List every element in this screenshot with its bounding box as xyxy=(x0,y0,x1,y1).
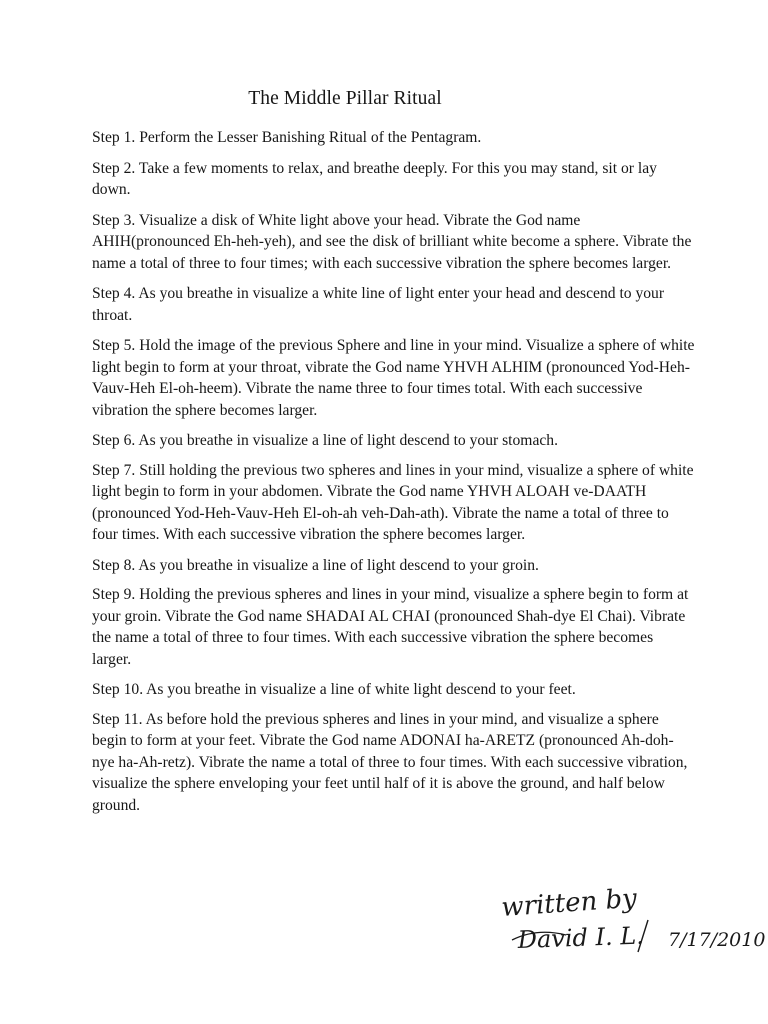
signature-graphic xyxy=(488,880,768,970)
step-2: Step 2. Take a few moments to relax, and breathe deeply. For this you may stand, sit or lay down. xyxy=(92,159,657,198)
step-3: Step 3. Visualize a disk of White light above your head. Vibrate the God name AHIH(pronounced Eh-heh-yeh), and see the disk of brilliant white become a sphere. Vibrate the name a total of three to four times; with each successive vibration the sphere becomes larger. xyxy=(92,211,692,272)
step-7: Step 7. Still holding the previous two spheres and lines in your mind, visualize a sphere of white light begin to form in your abdomen. Vibrate the God name YHVH ALOAH ve-DAATH (pronounced Yod-Heh-Vauv-Heh El-oh-ah veh-Dah-ath). Vibrate the name a total of three to four times. With each successive vibration the sphere becomes larger. xyxy=(92,461,694,543)
handwritten-signature xyxy=(488,880,768,970)
step-11: Step 11. As before hold the previous spheres and lines in your mind, and visualize a sphere begin to form at your feet. Vibrate the God name ADONAI ha-ARETZ (pronounced Ah-doh-nye ha-Ah-retz). Vibrate the name a total of three to four times. With each successive vibration, visualize the sphere enveloping your feet until half of it is above the ground, and half below ground. xyxy=(92,710,688,814)
step-5: Step 5. Hold the image of the previous Sphere and line in your mind. Visualize a sphere of white light begin to form at your throat, vibrate the God name YHVH ALHIM (pronounced Yod-Heh-Vauv-Heh El-oh-heem). Vibrate the name three to four times total. With each successive vibration the sphere becomes larger. xyxy=(92,337,695,419)
signature-name: David I. L. xyxy=(517,921,645,954)
steps-list xyxy=(92,127,696,825)
signature-written-by: written by xyxy=(500,883,638,923)
document-title: The Middle Pillar Ritual xyxy=(248,88,442,109)
signature-date: 7/17/2010 xyxy=(668,929,766,951)
step-6: Step 6. As you breathe in visualize a line of light descend to your stomach. xyxy=(92,432,558,449)
step-1: Step 1. Perform the Lesser Banishing Ritual of the Pentagram. xyxy=(92,129,482,146)
step-8: Step 8. As you breathe in visualize a line of light descend to your groin. xyxy=(92,556,539,574)
step-4: Step 4. As you breathe in visualize a white line of light enter your head and descend to your throat. xyxy=(92,285,665,324)
step-10: Step 10. As you breathe in visualize a line of white light descend to your feet. xyxy=(92,681,576,698)
step-9: Step 9. Holding the previous spheres and lines in your mind, visualize a sphere begin to form at your groin. Vibrate the God name SHADAI AL CHAI (pronounced Shah-dye El Chai). Vibrate the name a total of three to four times. With each successive vibration the sphere becomes larger. xyxy=(92,586,689,668)
